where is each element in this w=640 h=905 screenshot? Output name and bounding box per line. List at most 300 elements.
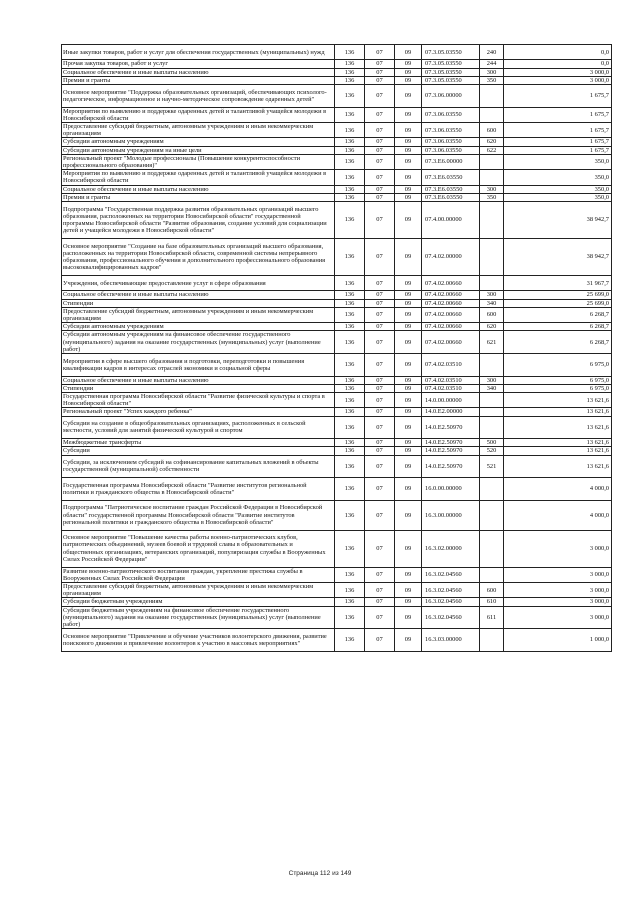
table-row xyxy=(62,202,612,239)
row-name-cell: Субсидии на создание в общеобразовательных организациях, расположенных в сельской местности, условий для занятий физической культурой и спортом xyxy=(62,416,335,439)
table-row xyxy=(62,393,612,408)
row-subsection-cell: 09 xyxy=(395,45,422,60)
table-row xyxy=(62,530,612,567)
row-expense-type-cell xyxy=(480,416,504,439)
row-name-cell: Субсидии автономным учреждениям xyxy=(62,323,335,331)
row-expense-type-cell: 621 xyxy=(480,331,504,354)
row-subsection-cell: 09 xyxy=(395,291,422,299)
row-expense-type-cell xyxy=(480,567,504,582)
row-section-cell: 07 xyxy=(365,393,395,408)
row-target-article-cell: 16.3.02.04560 xyxy=(422,598,480,606)
row-expense-type-cell: 611 xyxy=(480,606,504,629)
row-expense-type-cell: 300 xyxy=(480,291,504,299)
row-amount-cell: 31 967,7 xyxy=(504,276,612,291)
table-row xyxy=(62,276,612,291)
row-expense-type-cell: 340 xyxy=(480,299,504,307)
row-name-cell: Субсидии, за исключением субсидий на софинансирование капитальных вложений в объекты государственной (муниципальной) собственности xyxy=(62,455,335,478)
row-subsection-cell: 09 xyxy=(395,447,422,455)
row-expense-type-cell: 620 xyxy=(480,323,504,331)
row-expense-type-cell xyxy=(480,408,504,416)
row-grbs-cell: 136 xyxy=(335,193,365,201)
row-subsection-cell: 09 xyxy=(395,455,422,478)
row-subsection-cell: 09 xyxy=(395,276,422,291)
row-expense-type-cell xyxy=(480,354,504,377)
row-section-cell: 07 xyxy=(365,193,395,201)
row-section-cell: 07 xyxy=(365,60,395,68)
row-section-cell: 07 xyxy=(365,85,395,108)
row-subsection-cell: 09 xyxy=(395,376,422,384)
row-subsection-cell: 09 xyxy=(395,146,422,154)
row-name-cell: Основное мероприятие "Поддержка образовательных организаций, обеспечивающих психолого-педагогическое, информационное и научно-методическое сопровождение одаренных детей" xyxy=(62,85,335,108)
row-amount-cell: 350,0 xyxy=(504,154,612,169)
row-subsection-cell: 09 xyxy=(395,393,422,408)
row-grbs-cell: 136 xyxy=(335,384,365,392)
row-grbs-cell: 136 xyxy=(335,107,365,122)
row-subsection-cell: 09 xyxy=(395,185,422,193)
row-section-cell: 07 xyxy=(365,583,395,598)
row-target-article-cell: 07.3.E6.03550 xyxy=(422,185,480,193)
row-section-cell: 07 xyxy=(365,376,395,384)
row-amount-cell: 6 975,0 xyxy=(504,354,612,377)
row-name-cell: Развитие военно-патриотического воспитания граждан, укрепление престижа службы в Вооруженных Силах Российской Федерации xyxy=(62,567,335,582)
row-grbs-cell: 136 xyxy=(335,76,365,84)
row-grbs-cell: 136 xyxy=(335,606,365,629)
row-name-cell: Субсидии бюджетным учреждениям на финансовое обеспечение государственного (муниципального) задания на оказание государственных (муниципальных) услуг (выполнение работ) xyxy=(62,606,335,629)
row-subsection-cell: 09 xyxy=(395,384,422,392)
row-target-article-cell: 14.0.E2.00000 xyxy=(422,408,480,416)
row-amount-cell: 38 942,7 xyxy=(504,239,612,276)
budget-table-sheet xyxy=(61,44,611,652)
table-row xyxy=(62,606,612,629)
row-target-article-cell: 14.0.00.00000 xyxy=(422,393,480,408)
row-name-cell: Подпрограмма "Патриотическое воспитание граждан Российской Федерации в Новосибирской области" государственной программы Новосибирской области "Развитие институтов региональной политики и гражданского общества в Новосибирской области" xyxy=(62,500,335,530)
row-name-cell: Субсидии бюджетным учреждениям xyxy=(62,598,335,606)
row-amount-cell: 3 000,0 xyxy=(504,583,612,598)
row-section-cell: 07 xyxy=(365,154,395,169)
row-section-cell: 07 xyxy=(365,170,395,185)
row-target-article-cell: 07.4.02.03510 xyxy=(422,376,480,384)
row-grbs-cell: 136 xyxy=(335,307,365,322)
row-section-cell: 07 xyxy=(365,185,395,193)
row-section-cell: 07 xyxy=(365,323,395,331)
row-name-cell: Основное мероприятие "Создание на базе образовательных организаций высшего образования, расположенных на территории Новосибирской области, современной системы непрерывного образования, профессионального обучения и дополнительного профессионального образования высококвалифицированных кадров" xyxy=(62,239,335,276)
row-target-article-cell: 07.4.02.00660 xyxy=(422,276,480,291)
table-row xyxy=(62,291,612,299)
row-section-cell: 07 xyxy=(365,239,395,276)
row-section-cell: 07 xyxy=(365,416,395,439)
row-name-cell: Мероприятия по выявлению и поддержке одаренных детей и талантливой учащейся молодежи в Новосибирской области xyxy=(62,107,335,122)
row-target-article-cell: 16.3.02.04560 xyxy=(422,583,480,598)
table-row xyxy=(62,384,612,392)
row-section-cell: 07 xyxy=(365,606,395,629)
row-subsection-cell: 09 xyxy=(395,154,422,169)
row-subsection-cell: 09 xyxy=(395,478,422,501)
row-expense-type-cell xyxy=(480,530,504,567)
row-target-article-cell: 07.3.06.00000 xyxy=(422,85,480,108)
row-expense-type-cell: 240 xyxy=(480,45,504,60)
table-row xyxy=(62,193,612,201)
table-row xyxy=(62,45,612,60)
row-target-article-cell: 07.3.E6.03550 xyxy=(422,170,480,185)
row-name-cell: Субсидии автономным учреждениям на финансовое обеспечение государственного (муниципального) задания на оказание государственных (муниципальных) услуг (выполнение работ) xyxy=(62,331,335,354)
row-grbs-cell: 136 xyxy=(335,629,365,652)
row-expense-type-cell xyxy=(480,500,504,530)
row-subsection-cell: 09 xyxy=(395,598,422,606)
row-target-article-cell: 14.0.E2.50970 xyxy=(422,416,480,439)
row-name-cell: Региональный проект "Успех каждого ребенка" xyxy=(62,408,335,416)
row-name-cell: Субсидии xyxy=(62,447,335,455)
row-section-cell: 07 xyxy=(365,307,395,322)
table-row xyxy=(62,299,612,307)
row-target-article-cell: 16.3.02.04560 xyxy=(422,567,480,582)
row-target-article-cell: 07.4.02.00660 xyxy=(422,307,480,322)
row-grbs-cell: 136 xyxy=(335,68,365,76)
table-row xyxy=(62,60,612,68)
row-expense-type-cell: 244 xyxy=(480,60,504,68)
table-row xyxy=(62,416,612,439)
row-expense-type-cell: 500 xyxy=(480,439,504,447)
row-amount-cell: 4 000,0 xyxy=(504,478,612,501)
row-amount-cell: 6 268,7 xyxy=(504,323,612,331)
table-row xyxy=(62,85,612,108)
row-amount-cell: 13 621,6 xyxy=(504,393,612,408)
row-section-cell: 07 xyxy=(365,500,395,530)
row-subsection-cell: 09 xyxy=(395,193,422,201)
row-section-cell: 07 xyxy=(365,478,395,501)
row-section-cell: 07 xyxy=(365,138,395,146)
row-target-article-cell: 07.4.00.00000 xyxy=(422,202,480,239)
row-target-article-cell: 07.3.E6.03550 xyxy=(422,193,480,201)
row-target-article-cell: 16.3.00.00000 xyxy=(422,500,480,530)
row-name-cell: Основное мероприятие "Привлечение и обучение участников волонтерского движения, развитие поискового движения и привлечение волонтеров к участию в массовых мероприятиях" xyxy=(62,629,335,652)
table-row xyxy=(62,107,612,122)
row-section-cell: 07 xyxy=(365,629,395,652)
row-grbs-cell: 136 xyxy=(335,323,365,331)
row-expense-type-cell xyxy=(480,629,504,652)
row-expense-type-cell: 521 xyxy=(480,455,504,478)
row-grbs-cell: 136 xyxy=(335,567,365,582)
table-row xyxy=(62,68,612,76)
row-name-cell: Субсидии автономным учреждениям xyxy=(62,138,335,146)
row-subsection-cell: 09 xyxy=(395,408,422,416)
row-amount-cell: 38 942,7 xyxy=(504,202,612,239)
row-target-article-cell: 07.3.05.03550 xyxy=(422,76,480,84)
row-expense-type-cell: 610 xyxy=(480,598,504,606)
table-row xyxy=(62,138,612,146)
row-amount-cell: 1 675,7 xyxy=(504,85,612,108)
row-amount-cell: 4 000,0 xyxy=(504,500,612,530)
row-amount-cell: 6 268,7 xyxy=(504,331,612,354)
row-target-article-cell: 07.3.05.03550 xyxy=(422,60,480,68)
row-grbs-cell: 136 xyxy=(335,530,365,567)
row-expense-type-cell: 600 xyxy=(480,583,504,598)
row-expense-type-cell: 300 xyxy=(480,185,504,193)
row-subsection-cell: 09 xyxy=(395,307,422,322)
row-expense-type-cell xyxy=(480,107,504,122)
row-target-article-cell: 07.4.02.00660 xyxy=(422,323,480,331)
row-grbs-cell: 136 xyxy=(335,85,365,108)
row-expense-type-cell: 600 xyxy=(480,123,504,138)
row-grbs-cell: 136 xyxy=(335,331,365,354)
row-target-article-cell: 16.3.02.04560 xyxy=(422,606,480,629)
row-name-cell: Премии и гранты xyxy=(62,76,335,84)
table-row xyxy=(62,447,612,455)
table-row xyxy=(62,583,612,598)
row-grbs-cell: 136 xyxy=(335,299,365,307)
row-name-cell: Социальное обеспечение и иные выплаты населению xyxy=(62,376,335,384)
row-subsection-cell: 09 xyxy=(395,85,422,108)
row-amount-cell: 3 000,0 xyxy=(504,606,612,629)
table-row xyxy=(62,455,612,478)
row-name-cell: Учреждения, обеспечивающие предоставление услуг в сфере образования xyxy=(62,276,335,291)
row-section-cell: 07 xyxy=(365,598,395,606)
row-subsection-cell: 09 xyxy=(395,239,422,276)
budget-table xyxy=(61,44,612,652)
row-grbs-cell: 136 xyxy=(335,354,365,377)
table-row xyxy=(62,123,612,138)
row-name-cell: Прочая закупка товаров, работ и услуг xyxy=(62,60,335,68)
row-expense-type-cell xyxy=(480,202,504,239)
row-name-cell: Стипендии xyxy=(62,299,335,307)
row-amount-cell: 6 975,0 xyxy=(504,376,612,384)
row-expense-type-cell: 350 xyxy=(480,76,504,84)
row-grbs-cell: 136 xyxy=(335,408,365,416)
table-row xyxy=(62,478,612,501)
row-amount-cell: 1 675,7 xyxy=(504,123,612,138)
row-name-cell: Социальное обеспечение и иные выплаты населению xyxy=(62,68,335,76)
row-expense-type-cell xyxy=(480,239,504,276)
row-grbs-cell: 136 xyxy=(335,138,365,146)
row-name-cell: Государственная программа Новосибирской области "Развитие институтов региональной политики и гражданского общества в Новосибирской области" xyxy=(62,478,335,501)
row-section-cell: 07 xyxy=(365,276,395,291)
row-target-article-cell: 14.0.E2.50970 xyxy=(422,455,480,478)
row-section-cell: 07 xyxy=(365,123,395,138)
row-section-cell: 07 xyxy=(365,45,395,60)
row-amount-cell: 0,0 xyxy=(504,45,612,60)
row-grbs-cell: 136 xyxy=(335,439,365,447)
row-name-cell: Предоставление субсидий бюджетным, автономным учреждениям и иным некоммерческим организациям xyxy=(62,583,335,598)
row-grbs-cell: 136 xyxy=(335,45,365,60)
row-amount-cell: 3 000,0 xyxy=(504,68,612,76)
row-subsection-cell: 09 xyxy=(395,299,422,307)
row-expense-type-cell: 620 xyxy=(480,138,504,146)
row-grbs-cell: 136 xyxy=(335,447,365,455)
row-name-cell: Государственная программа Новосибирской области "Развитие физической культуры и спорта в Новосибирской области" xyxy=(62,393,335,408)
row-grbs-cell: 136 xyxy=(335,416,365,439)
row-subsection-cell: 09 xyxy=(395,629,422,652)
row-section-cell: 07 xyxy=(365,291,395,299)
row-grbs-cell: 136 xyxy=(335,146,365,154)
row-grbs-cell: 136 xyxy=(335,455,365,478)
row-target-article-cell: 16.3.02.00000 xyxy=(422,530,480,567)
row-section-cell: 07 xyxy=(365,107,395,122)
table-row xyxy=(62,331,612,354)
row-subsection-cell: 09 xyxy=(395,530,422,567)
row-expense-type-cell xyxy=(480,276,504,291)
row-section-cell: 07 xyxy=(365,530,395,567)
row-section-cell: 07 xyxy=(365,76,395,84)
row-section-cell: 07 xyxy=(365,202,395,239)
row-amount-cell: 3 000,0 xyxy=(504,598,612,606)
table-row xyxy=(62,629,612,652)
row-subsection-cell: 09 xyxy=(395,170,422,185)
row-subsection-cell: 09 xyxy=(395,60,422,68)
row-amount-cell: 1 000,0 xyxy=(504,629,612,652)
row-grbs-cell: 136 xyxy=(335,276,365,291)
row-subsection-cell: 09 xyxy=(395,76,422,84)
row-name-cell: Предоставление субсидий бюджетным, автономным учреждениям и иным некоммерческим организациям xyxy=(62,123,335,138)
row-amount-cell: 13 621,6 xyxy=(504,455,612,478)
row-name-cell: Региональный проект "Молодые профессионалы (Повышение конкурентоспособности профессионального образования)" xyxy=(62,154,335,169)
table-row xyxy=(62,76,612,84)
row-section-cell: 07 xyxy=(365,567,395,582)
row-grbs-cell: 136 xyxy=(335,185,365,193)
row-grbs-cell: 136 xyxy=(335,291,365,299)
row-grbs-cell: 136 xyxy=(335,376,365,384)
table-row xyxy=(62,323,612,331)
row-name-cell: Основное мероприятие "Повышение качества работы военно-патриотических клубов, патриотических объединений, музеев боевой и трудовой славы в образовательных и общественных организациях, ветеранских организаций, популяризация службы в Вооруженных Силах Российской Федерации" xyxy=(62,530,335,567)
row-section-cell: 07 xyxy=(365,455,395,478)
table-row xyxy=(62,408,612,416)
table-row xyxy=(62,154,612,169)
row-amount-cell: 13 621,6 xyxy=(504,447,612,455)
row-section-cell: 07 xyxy=(365,68,395,76)
row-amount-cell: 3 000,0 xyxy=(504,567,612,582)
table-row xyxy=(62,146,612,154)
page-footer xyxy=(0,870,640,877)
row-amount-cell: 6 975,0 xyxy=(504,384,612,392)
page-number-label: Страница 112 из 149 xyxy=(288,870,352,877)
row-amount-cell: 6 268,7 xyxy=(504,307,612,322)
table-row xyxy=(62,376,612,384)
row-subsection-cell: 09 xyxy=(395,416,422,439)
row-target-article-cell: 16.3.03.00000 xyxy=(422,629,480,652)
row-subsection-cell: 09 xyxy=(395,323,422,331)
table-row xyxy=(62,185,612,193)
row-target-article-cell: 07.3.05.03550 xyxy=(422,68,480,76)
row-subsection-cell: 09 xyxy=(395,500,422,530)
row-grbs-cell: 136 xyxy=(335,239,365,276)
row-expense-type-cell: 600 xyxy=(480,307,504,322)
row-subsection-cell: 09 xyxy=(395,202,422,239)
row-expense-type-cell: 622 xyxy=(480,146,504,154)
row-expense-type-cell: 350 xyxy=(480,193,504,201)
budget-table-body xyxy=(62,45,612,652)
row-amount-cell: 13 621,6 xyxy=(504,439,612,447)
row-expense-type-cell xyxy=(480,478,504,501)
row-target-article-cell: 07.4.02.00660 xyxy=(422,291,480,299)
row-name-cell: Мероприятия по выявлению и поддержке одаренных детей и талантливой учащейся молодежи в Новосибирской области xyxy=(62,170,335,185)
row-subsection-cell: 09 xyxy=(395,606,422,629)
table-row xyxy=(62,170,612,185)
row-target-article-cell: 07.4.02.00660 xyxy=(422,299,480,307)
row-grbs-cell: 136 xyxy=(335,500,365,530)
row-target-article-cell: 16.0.00.00000 xyxy=(422,478,480,501)
row-subsection-cell: 09 xyxy=(395,331,422,354)
row-expense-type-cell: 300 xyxy=(480,376,504,384)
row-grbs-cell: 136 xyxy=(335,583,365,598)
row-expense-type-cell: 340 xyxy=(480,384,504,392)
row-grbs-cell: 136 xyxy=(335,123,365,138)
table-row xyxy=(62,307,612,322)
row-target-article-cell: 07.3.06.03550 xyxy=(422,146,480,154)
table-row xyxy=(62,354,612,377)
row-target-article-cell: 07.3.06.03550 xyxy=(422,123,480,138)
row-section-cell: 07 xyxy=(365,408,395,416)
row-subsection-cell: 09 xyxy=(395,567,422,582)
row-name-cell: Стипендии xyxy=(62,384,335,392)
row-section-cell: 07 xyxy=(365,146,395,154)
row-name-cell: Иные закупки товаров, работ и услуг для обеспечения государственных (муниципальных) нужд xyxy=(62,45,335,60)
row-amount-cell: 1 675,7 xyxy=(504,107,612,122)
row-subsection-cell: 09 xyxy=(395,138,422,146)
row-target-article-cell: 07.3.05.03550 xyxy=(422,45,480,60)
row-subsection-cell: 09 xyxy=(395,68,422,76)
row-subsection-cell: 09 xyxy=(395,123,422,138)
row-name-cell: Премии и гранты xyxy=(62,193,335,201)
table-row xyxy=(62,598,612,606)
row-amount-cell: 3 000,0 xyxy=(504,530,612,567)
row-target-article-cell: 07.3.06.03550 xyxy=(422,107,480,122)
row-grbs-cell: 136 xyxy=(335,60,365,68)
row-section-cell: 07 xyxy=(365,299,395,307)
row-section-cell: 07 xyxy=(365,354,395,377)
row-amount-cell: 350,0 xyxy=(504,185,612,193)
row-name-cell: Мероприятия в сфере высшего образования и подготовки, переподготовки и повышения квалификации кадров в интересах отраслей экономики и социальной сферы xyxy=(62,354,335,377)
row-target-article-cell: 07.4.02.00000 xyxy=(422,239,480,276)
row-name-cell: Предоставление субсидий бюджетным, автономным учреждениям и иным некоммерческим организациям xyxy=(62,307,335,322)
table-row xyxy=(62,239,612,276)
row-section-cell: 07 xyxy=(365,384,395,392)
row-amount-cell: 3 000,0 xyxy=(504,76,612,84)
row-amount-cell: 25 699,0 xyxy=(504,291,612,299)
row-target-article-cell: 07.4.02.03510 xyxy=(422,354,480,377)
row-grbs-cell: 136 xyxy=(335,154,365,169)
row-amount-cell: 1 675,7 xyxy=(504,146,612,154)
row-subsection-cell: 09 xyxy=(395,354,422,377)
row-name-cell: Межбюджетные трансферты xyxy=(62,439,335,447)
row-target-article-cell: 14.0.E2.50970 xyxy=(422,447,480,455)
row-grbs-cell: 136 xyxy=(335,478,365,501)
row-expense-type-cell xyxy=(480,85,504,108)
table-row xyxy=(62,567,612,582)
row-subsection-cell: 09 xyxy=(395,583,422,598)
row-section-cell: 07 xyxy=(365,447,395,455)
table-row xyxy=(62,439,612,447)
table-row xyxy=(62,500,612,530)
row-grbs-cell: 136 xyxy=(335,393,365,408)
row-target-article-cell: 07.4.02.03510 xyxy=(422,384,480,392)
row-expense-type-cell: 300 xyxy=(480,68,504,76)
row-target-article-cell: 07.3.E6.00000 xyxy=(422,154,480,169)
row-name-cell: Подпрограмма "Государственная поддержка развития образовательных организаций высшего образования, расположенных на территории Новосибирской области" государственной программы Новосибирской области "Развитие образования, создание условий для социализации детей и учащейся молодежи в Новосибирской области" xyxy=(62,202,335,239)
row-grbs-cell: 136 xyxy=(335,202,365,239)
row-amount-cell: 1 675,7 xyxy=(504,138,612,146)
row-amount-cell: 13 621,6 xyxy=(504,416,612,439)
row-expense-type-cell xyxy=(480,393,504,408)
row-amount-cell: 350,0 xyxy=(504,193,612,201)
row-expense-type-cell xyxy=(480,154,504,169)
row-name-cell: Субсидии автономным учреждениям на иные цели xyxy=(62,146,335,154)
row-amount-cell: 0,0 xyxy=(504,60,612,68)
row-amount-cell: 350,0 xyxy=(504,170,612,185)
row-target-article-cell: 07.4.02.00660 xyxy=(422,331,480,354)
row-section-cell: 07 xyxy=(365,331,395,354)
row-name-cell: Социальное обеспечение и иные выплаты населению xyxy=(62,185,335,193)
row-subsection-cell: 09 xyxy=(395,107,422,122)
row-target-article-cell: 07.3.06.03550 xyxy=(422,138,480,146)
row-grbs-cell: 136 xyxy=(335,170,365,185)
